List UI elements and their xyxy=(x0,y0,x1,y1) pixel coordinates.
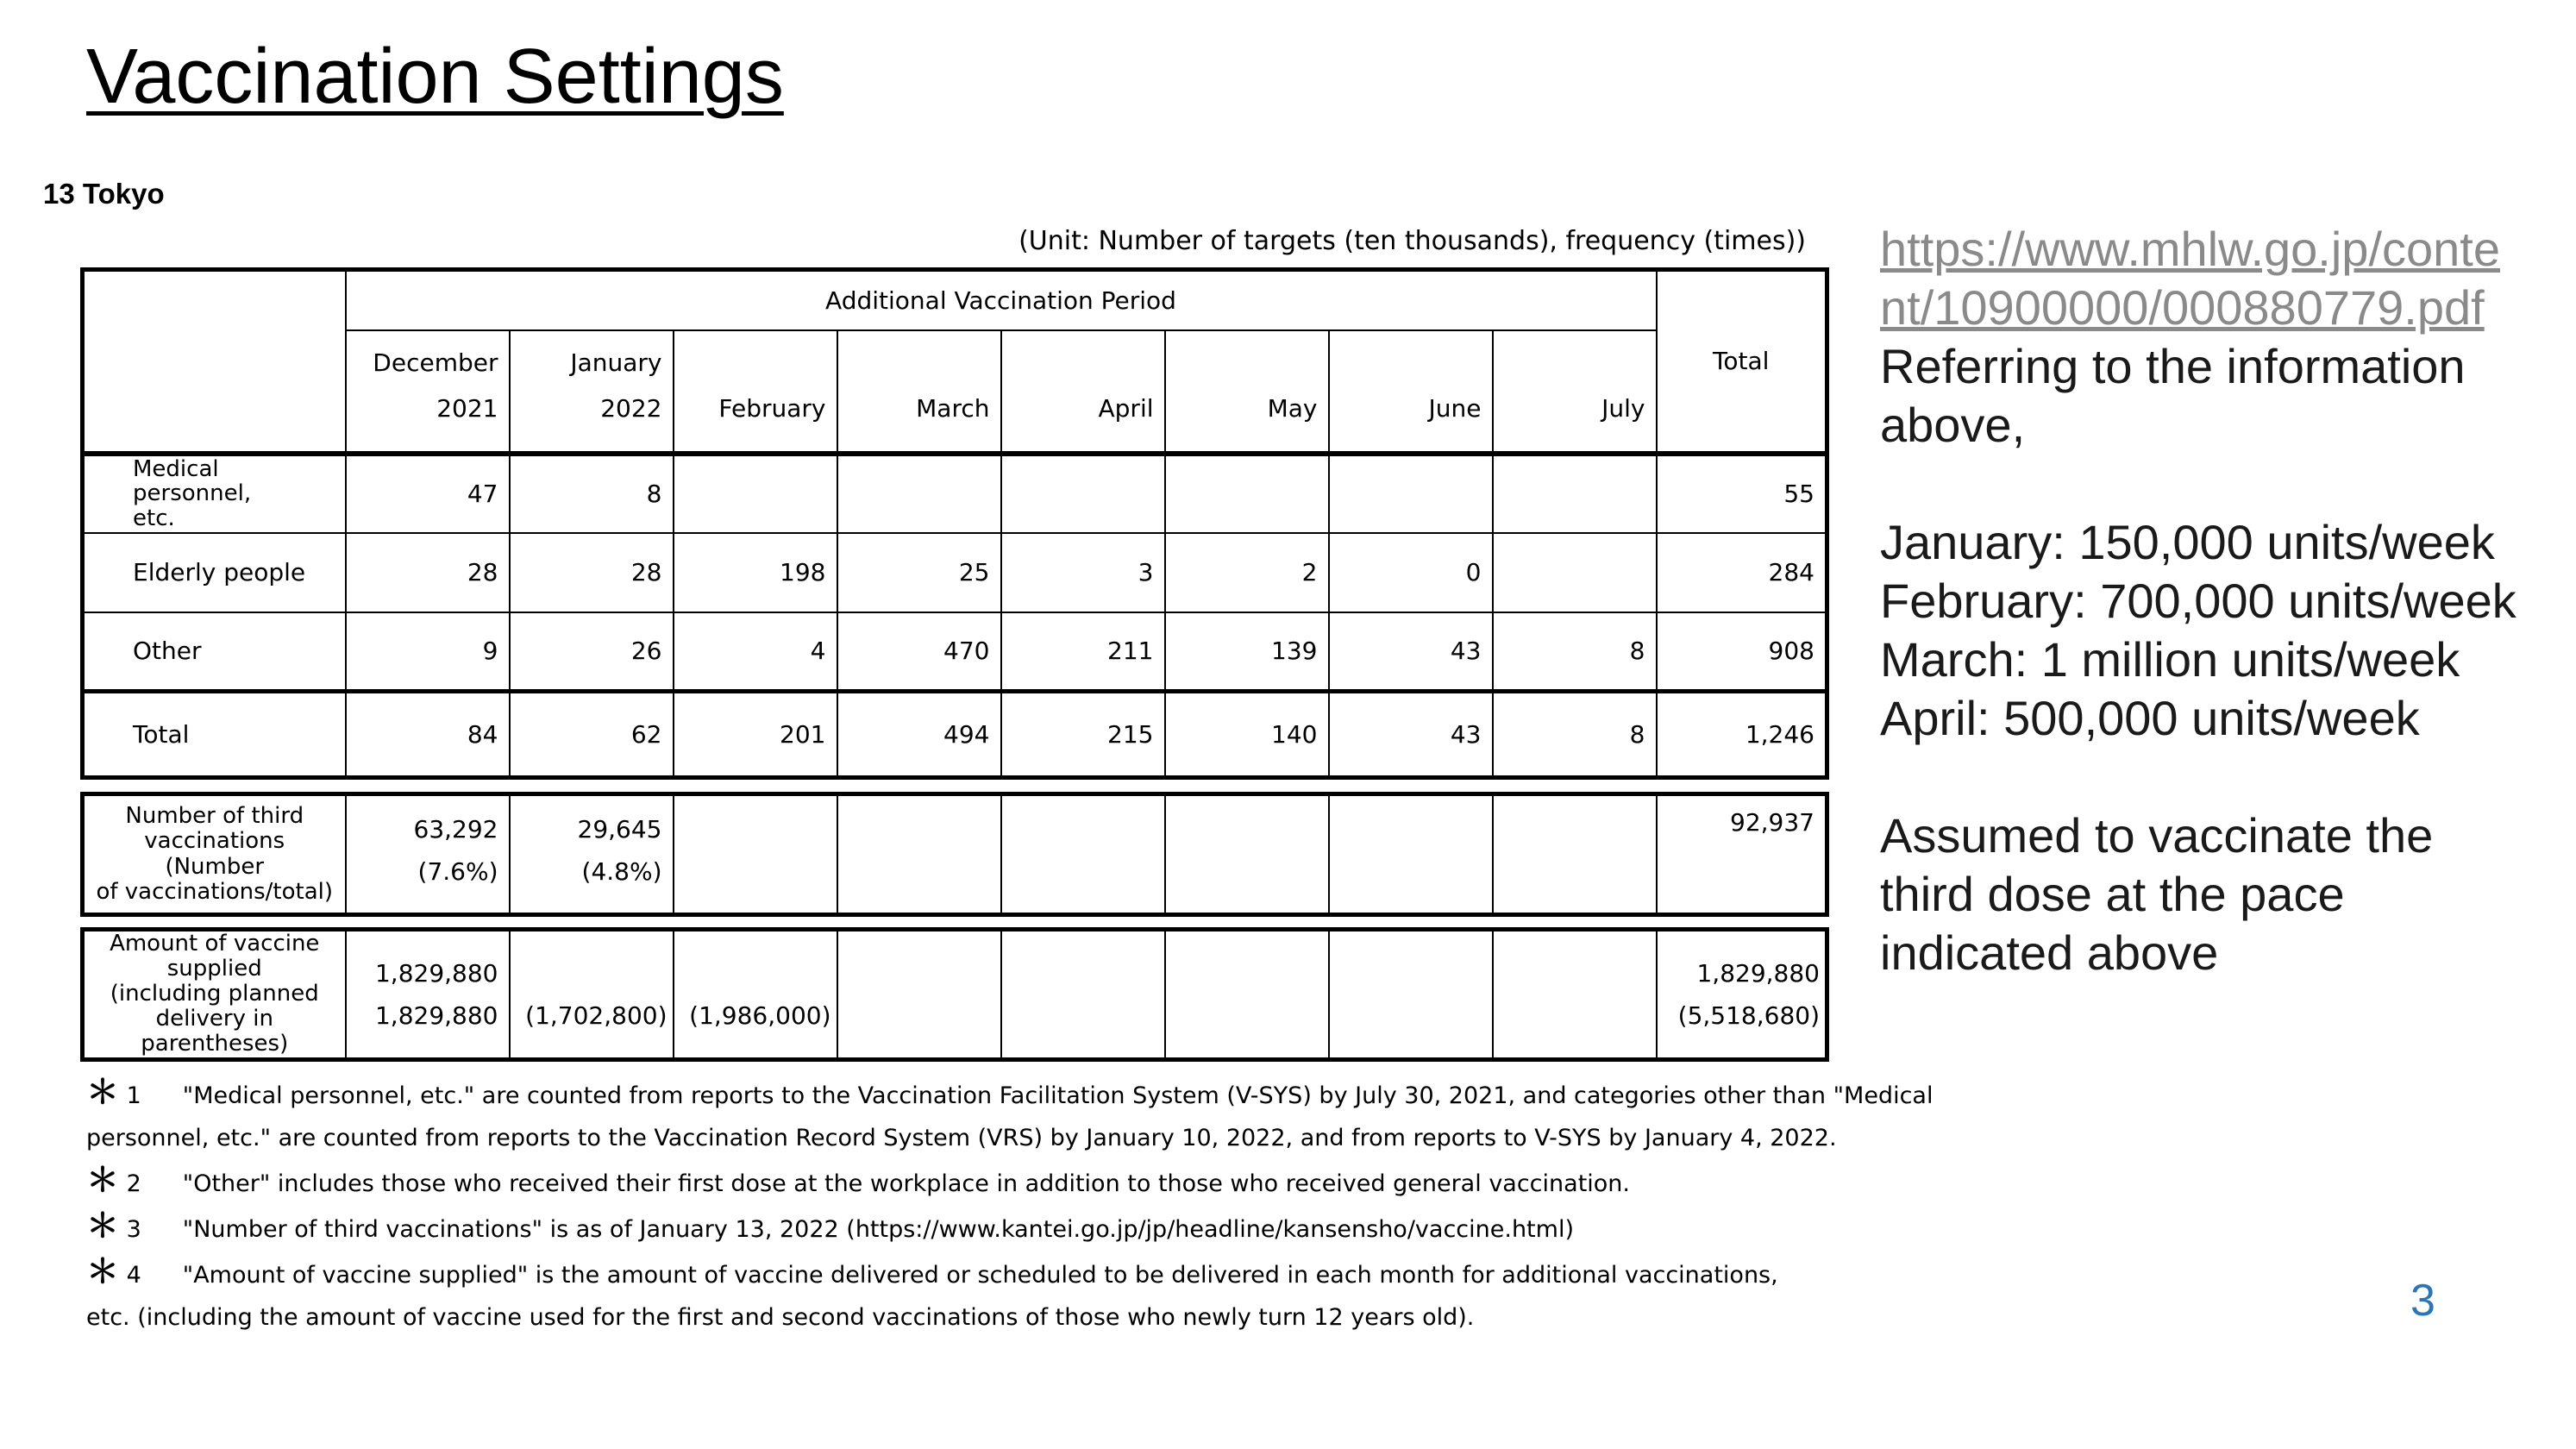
table-cell xyxy=(674,794,837,915)
vaccination-targets-table xyxy=(80,267,1829,780)
table-cell: 140 xyxy=(1165,692,1329,778)
corner-cell xyxy=(83,270,346,454)
row-label-total: Total xyxy=(83,692,346,778)
footnote: ＊ 1 "Medical personnel, etc." are counted from reports to the Vaccination Facilitation System (V-SYS) by July 30, 2021, and categories other than "Medical xyxy=(86,1073,1934,1111)
table-cell: 84 xyxy=(346,692,510,778)
pace-item: April: 500,000 units/week xyxy=(1880,691,2420,745)
table-cell: 470 xyxy=(837,612,1001,692)
row-label-elderly: Elderly people xyxy=(83,533,346,612)
table-cell: 25 xyxy=(837,533,1001,612)
table-cell xyxy=(1001,454,1165,533)
total-header: Total xyxy=(1657,270,1827,454)
table-cell: 43 xyxy=(1329,612,1493,692)
assumption-text: indicated above xyxy=(1880,925,2219,980)
assumption-text: Assumed to vaccinate the xyxy=(1880,808,2434,862)
table-cell: 2 xyxy=(1165,533,1329,612)
table-cell xyxy=(1493,454,1657,533)
footnotes xyxy=(86,1071,1934,1339)
table-cell xyxy=(1493,794,1657,915)
table-cell: 4 xyxy=(674,612,837,692)
row-total: 92,937 xyxy=(1657,794,1827,915)
table-cell: 8 xyxy=(510,454,674,533)
table-cell xyxy=(837,930,1001,1060)
vaccine-supply-table xyxy=(80,927,1829,1062)
unit-note: (Unit: Number of targets (ten thousands), frequency (times)) xyxy=(1018,226,1806,256)
month-header: June xyxy=(1329,330,1493,454)
table-cell: 29,645 (4.8%) xyxy=(510,794,674,915)
table-cell: 215 xyxy=(1001,692,1165,778)
footnote: ＊ 3 "Number of third vaccinations" is as of January 13, 2022 (https://www.kantei.go.jp/jp/headline/kansensho/vaccine.html) xyxy=(86,1207,1574,1245)
month-header: April xyxy=(1001,330,1165,454)
table-cell xyxy=(1165,930,1329,1060)
page-title: Vaccination Settings xyxy=(86,34,784,120)
table-cell: 211 xyxy=(1001,612,1165,692)
grand-total: 1,246 xyxy=(1657,692,1827,778)
table-cell: 43 xyxy=(1329,692,1493,778)
table-cell xyxy=(837,454,1001,533)
table-cell xyxy=(1165,454,1329,533)
region-label: 13 Tokyo xyxy=(43,178,165,210)
row-total: 284 xyxy=(1657,533,1827,612)
table-cell: 198 xyxy=(674,533,837,612)
page-number: 3 xyxy=(2410,1276,2435,1326)
table-cell xyxy=(1493,533,1657,612)
table-cell: (1,702,800) xyxy=(510,930,674,1060)
month-header: July xyxy=(1493,330,1657,454)
table-cell: 3 xyxy=(1001,533,1165,612)
table-cell: 1,829,880 1,829,880 xyxy=(346,930,510,1060)
pace-item: January: 150,000 units/week xyxy=(1880,515,2495,569)
table-cell: 8 xyxy=(1493,612,1657,692)
month-header: May xyxy=(1165,330,1329,454)
row-label-third: Number of third vaccinations (Number of vaccinations/total) xyxy=(83,794,346,915)
month-header: January 2022 xyxy=(510,330,674,454)
table-cell xyxy=(1329,794,1493,915)
table-cell: 139 xyxy=(1165,612,1329,692)
footnote-continuation: etc. (including the amount of vaccine used for the first and second vaccinations of those who newly turn 12 years old). xyxy=(86,1304,1475,1331)
table-cell: 62 xyxy=(510,692,674,778)
row-total: 1,829,880 (5,518,680) xyxy=(1657,930,1827,1060)
footnote-continuation: personnel, etc." are counted from reports to the Vaccination Record System (VRS) by January 10, 2022, and from reports to V-SYS by January 4, 2022. xyxy=(86,1125,1837,1151)
intro-text: above, xyxy=(1880,398,2026,452)
month-header: March xyxy=(837,330,1001,454)
table-cell: (1,986,000) xyxy=(674,930,837,1060)
table-cell xyxy=(1329,930,1493,1060)
table-cell xyxy=(1493,930,1657,1060)
table-cell xyxy=(1001,794,1165,915)
third-vaccinations-table xyxy=(80,792,1829,917)
row-label-other: Other xyxy=(83,612,346,692)
row-label-supply: Amount of vaccine supplied (including planned delivery in parentheses) xyxy=(83,930,346,1060)
table-cell xyxy=(674,454,837,533)
month-header: December 2021 xyxy=(346,330,510,454)
table-cell xyxy=(837,794,1001,915)
pace-item: March: 1 million units/week xyxy=(1880,632,2460,687)
table-cell: 28 xyxy=(346,533,510,612)
table-cell: 201 xyxy=(674,692,837,778)
table-cell: 9 xyxy=(346,612,510,692)
table-cell: 63,292 (7.6%) xyxy=(346,794,510,915)
period-header: Additional Vaccination Period xyxy=(346,270,1657,330)
footnote: ＊ 2 "Other" includes those who received their first dose at the workplace in addition to those who received general vaccination. xyxy=(86,1161,1630,1199)
table-cell xyxy=(1329,454,1493,533)
table-cell: 28 xyxy=(510,533,674,612)
table-cell: 47 xyxy=(346,454,510,533)
pace-item: February: 700,000 units/week xyxy=(1880,574,2516,628)
footnote: ＊ 4 "Amount of vaccine supplied" is the amount of vaccine delivered or scheduled to be delivered in each month for additional vaccinations, xyxy=(86,1252,1778,1290)
table-cell: 494 xyxy=(837,692,1001,778)
row-label-medical: Medical personnel, etc. xyxy=(83,454,346,533)
table-cell: 0 xyxy=(1329,533,1493,612)
source-link[interactable]: https://www.mhlw.go.jp/conte nt/10900000/000880779.pdf xyxy=(1880,222,2501,335)
assumption-text: third dose at the pace xyxy=(1880,867,2345,921)
table-cell: 8 xyxy=(1493,692,1657,778)
table-cell xyxy=(1001,930,1165,1060)
row-total: 908 xyxy=(1657,612,1827,692)
intro-text: Referring to the information xyxy=(1880,339,2466,393)
month-header: February xyxy=(674,330,837,454)
row-total: 55 xyxy=(1657,454,1827,533)
table-cell: 26 xyxy=(510,612,674,692)
side-notes xyxy=(1880,220,2535,982)
table-cell xyxy=(1165,794,1329,915)
